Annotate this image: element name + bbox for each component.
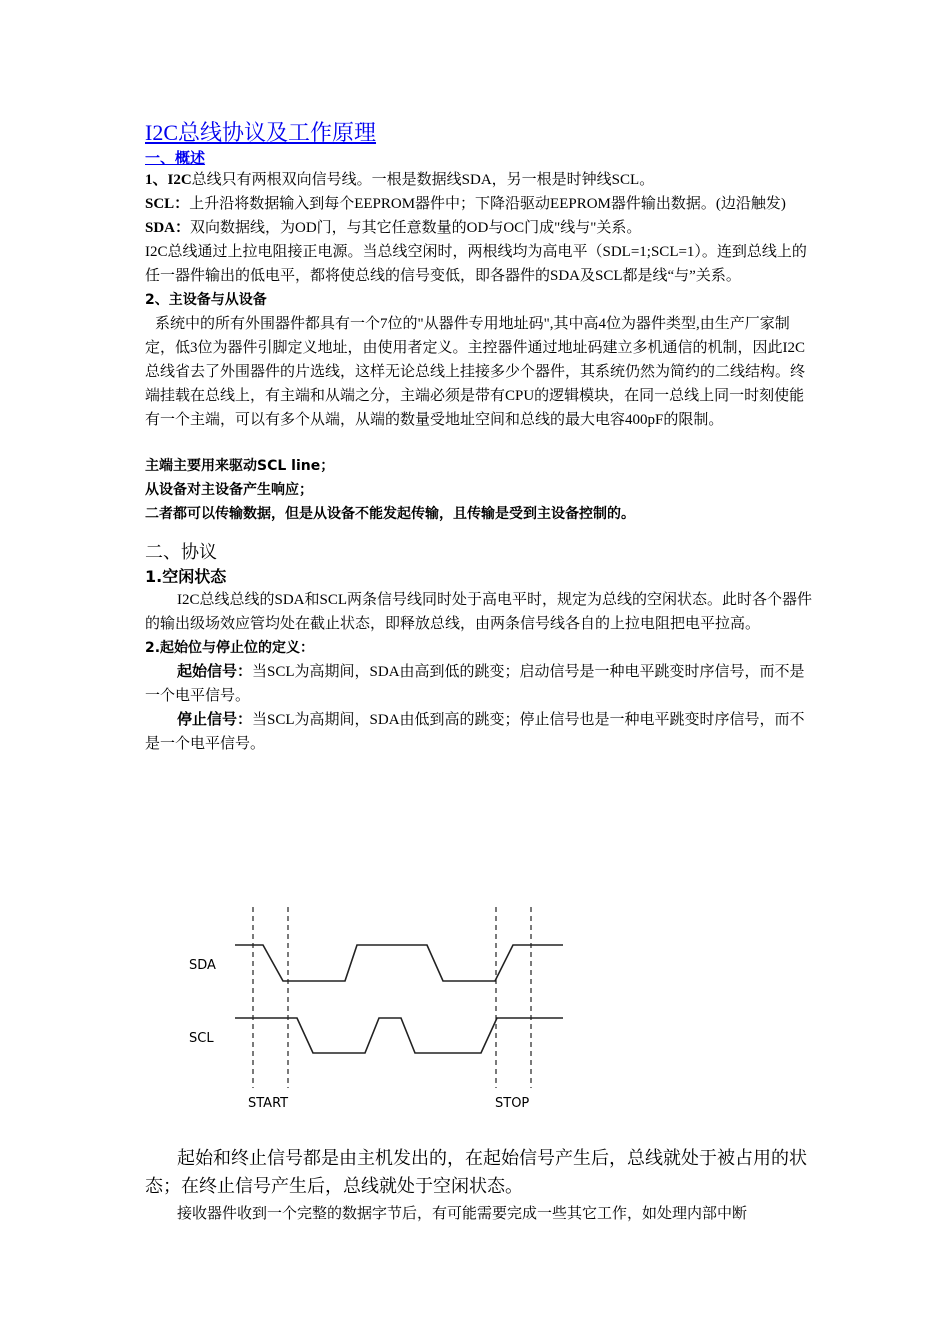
- sda-label: SDA: [189, 958, 216, 973]
- paragraph-start: 起始信号：当SCL为高期间，SDA由高到低的跳变；启动信号是一种电平跳变时序信号，而不是一个电平信号。: [145, 664, 805, 704]
- paragraph-stop: 停止信号：当SCL为高期间，SDA由低到高的跳变；停止信号也是一种电平跳变时序信号，而不是一个电平信号。: [145, 712, 805, 752]
- paragraph-master-slave: 系统中的所有外围器件都具有一个7位的"从器件专用地址码",其中高4位为器件类型,由生产厂家制定，低3位为器件引脚定义地址，由使用者定义。主控器件通过地址码建立多机通信的机制，因此I2C总线省去了外围器件的片选线，这样无论总线上挂接多少个器件，其系统仍然为简约的二线结构。终端挂载在总线上，有主端和从端之分，主端必须是带有CPU的逻辑模块，在同一总线上同一时刻使能有一个主端，可以有多个从端，从端的数量受地址空间和总线的最大电容400pF的限制。: [145, 316, 806, 428]
- paragraph-sda: SDA：双向数据线，为OD门，与其它任意数量的OD与OC门成"线与"关系。: [145, 220, 642, 236]
- paragraph-idle: I2C总线总线的SDA和SCL两条信号线同时处于高电平时，规定为总线的空闲状态。此时各个器件的输出级场效应管均处在截止状态，即释放总线，由两条信号线各自的上拉电阻把电平拉高。: [145, 592, 813, 632]
- bold-line-master: 主端主要用来驱动SCL line；: [145, 458, 335, 474]
- bottom-text-block: [145, 1144, 815, 1226]
- document-page: [145, 118, 815, 756]
- bold-line-slave: 从设备对主设备产生响应；: [145, 482, 313, 498]
- subheading-start-stop: 2.起始位与停止位的定义：: [145, 640, 315, 656]
- paragraph-pullup: I2C总线通过上拉电阻接正电源。当总线空闲时，两根线均为高电平（SDL=1;SCL=1）。连到总线上的任一器件输出的低电平，都将使总线的信号变低，即各器件的SDA及SCL都是线“与”关系。: [145, 244, 807, 284]
- start-label: START: [248, 1096, 289, 1111]
- stop-label: STOP: [495, 1096, 530, 1111]
- paragraph-i2c-intro: 1、I2C总线只有两根双向信号线。一根是数据线SDA，另一根是时钟线SCL。: [145, 172, 655, 188]
- section1-heading[interactable]: 一、概述: [145, 149, 206, 167]
- timing-svg: [175, 903, 575, 1118]
- paragraph-bus-occupied: 起始和终止信号都是由主机发出的，在起始信号产生后，总线就处于被占用的状态；在终止信号产生后，总线就处于空闲状态。: [145, 1148, 807, 1196]
- subheading-idle: 1.空闲状态: [145, 567, 227, 586]
- start-stop-timing-diagram: [175, 903, 575, 1118]
- document-title[interactable]: I2C总线协议及工作原理: [145, 120, 377, 145]
- section2-heading: 二、协议: [145, 542, 217, 563]
- scl-label: SCL: [189, 1031, 214, 1046]
- paragraph-scl: SCL：上升沿将数据输入到每个EEPROM器件中；下降沿驱动EEPROM器件输出数据。(边沿触发): [145, 196, 786, 212]
- scl-waveform: [235, 1018, 563, 1053]
- paragraph-receiver: 接收器件收到一个完整的数据字节后，有可能需要完成一些其它工作，如处理内部中断: [177, 1206, 748, 1222]
- sda-waveform: [235, 945, 563, 981]
- subheading-master-slave: 2、主设备与从设备: [145, 292, 267, 308]
- bold-line-both: 二者都可以传输数据，但是从设备不能发起传输，且传输是受到主设备控制的。: [145, 506, 635, 522]
